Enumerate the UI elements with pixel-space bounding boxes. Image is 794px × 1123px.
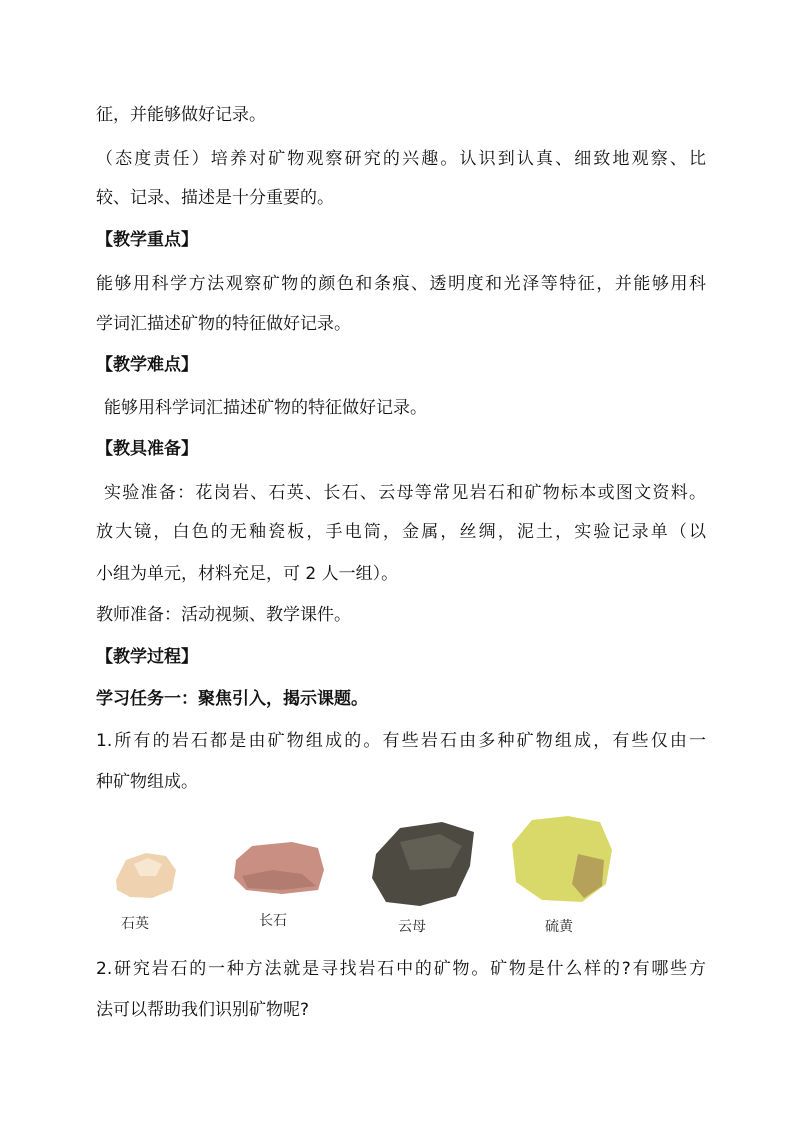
text-line: 教师准备：活动视频、教学课件。 bbox=[96, 605, 351, 625]
mineral-caption: 硫黄 bbox=[545, 919, 573, 935]
section-heading: 【教学重点】 bbox=[96, 230, 198, 250]
text-line: 征，并能够做好记录。 bbox=[96, 105, 266, 125]
text-line: 能够用科学词汇描述矿物的特征做好记录。 bbox=[104, 398, 427, 418]
mineral-caption: 长石 bbox=[259, 913, 287, 929]
mineral-caption: 石英 bbox=[121, 916, 149, 932]
text-line: 小组为单元，材料充足，可 2 人一组）。 bbox=[96, 564, 399, 584]
text-line: 法可以帮助我们识别矿物呢? bbox=[96, 1000, 310, 1020]
text-line: 较、记录、描述是十分重要的。 bbox=[96, 188, 334, 208]
quartz-image bbox=[112, 850, 180, 902]
section-heading: 【教学过程】 bbox=[96, 647, 198, 667]
text-line: 能够用科学方法观察矿物的颜色和条痕、透明度和光泽等特征，并能够用科 bbox=[96, 274, 706, 294]
text-line: 学词汇描述矿物的特征做好记录。 bbox=[96, 314, 351, 334]
task-heading: 学习任务一：聚焦引入，揭示课题。 bbox=[96, 689, 368, 709]
text-line: 2.研究岩石的一种方法就是寻找岩石中的矿物。矿物是什么样的?有哪些方 bbox=[96, 959, 706, 979]
feldspar-image bbox=[232, 840, 326, 896]
section-heading: 【教具准备】 bbox=[96, 439, 198, 459]
sulfur-image bbox=[508, 814, 616, 906]
text-line: 种矿物组成。 bbox=[96, 772, 198, 792]
text-line: （态度责任）培养对矿物观察研究的兴趣。认识到认真、细致地观察、比 bbox=[96, 149, 706, 169]
text-line: 1.所有的岩石都是由矿物组成的。有些岩石由多种矿物组成，有些仅由一 bbox=[96, 731, 706, 751]
text-line: 实验准备：花岗岩、石英、长石、云母等常见岩石和矿物标本或图文资料。 bbox=[104, 483, 706, 503]
mica-image bbox=[370, 820, 478, 910]
text-line: 放大镜，白色的无釉瓷板，手电筒，金属，丝绸，泥土，实验记录单（以 bbox=[96, 522, 706, 542]
section-heading: 【教学难点】 bbox=[96, 355, 198, 375]
mineral-caption: 云母 bbox=[398, 919, 426, 935]
